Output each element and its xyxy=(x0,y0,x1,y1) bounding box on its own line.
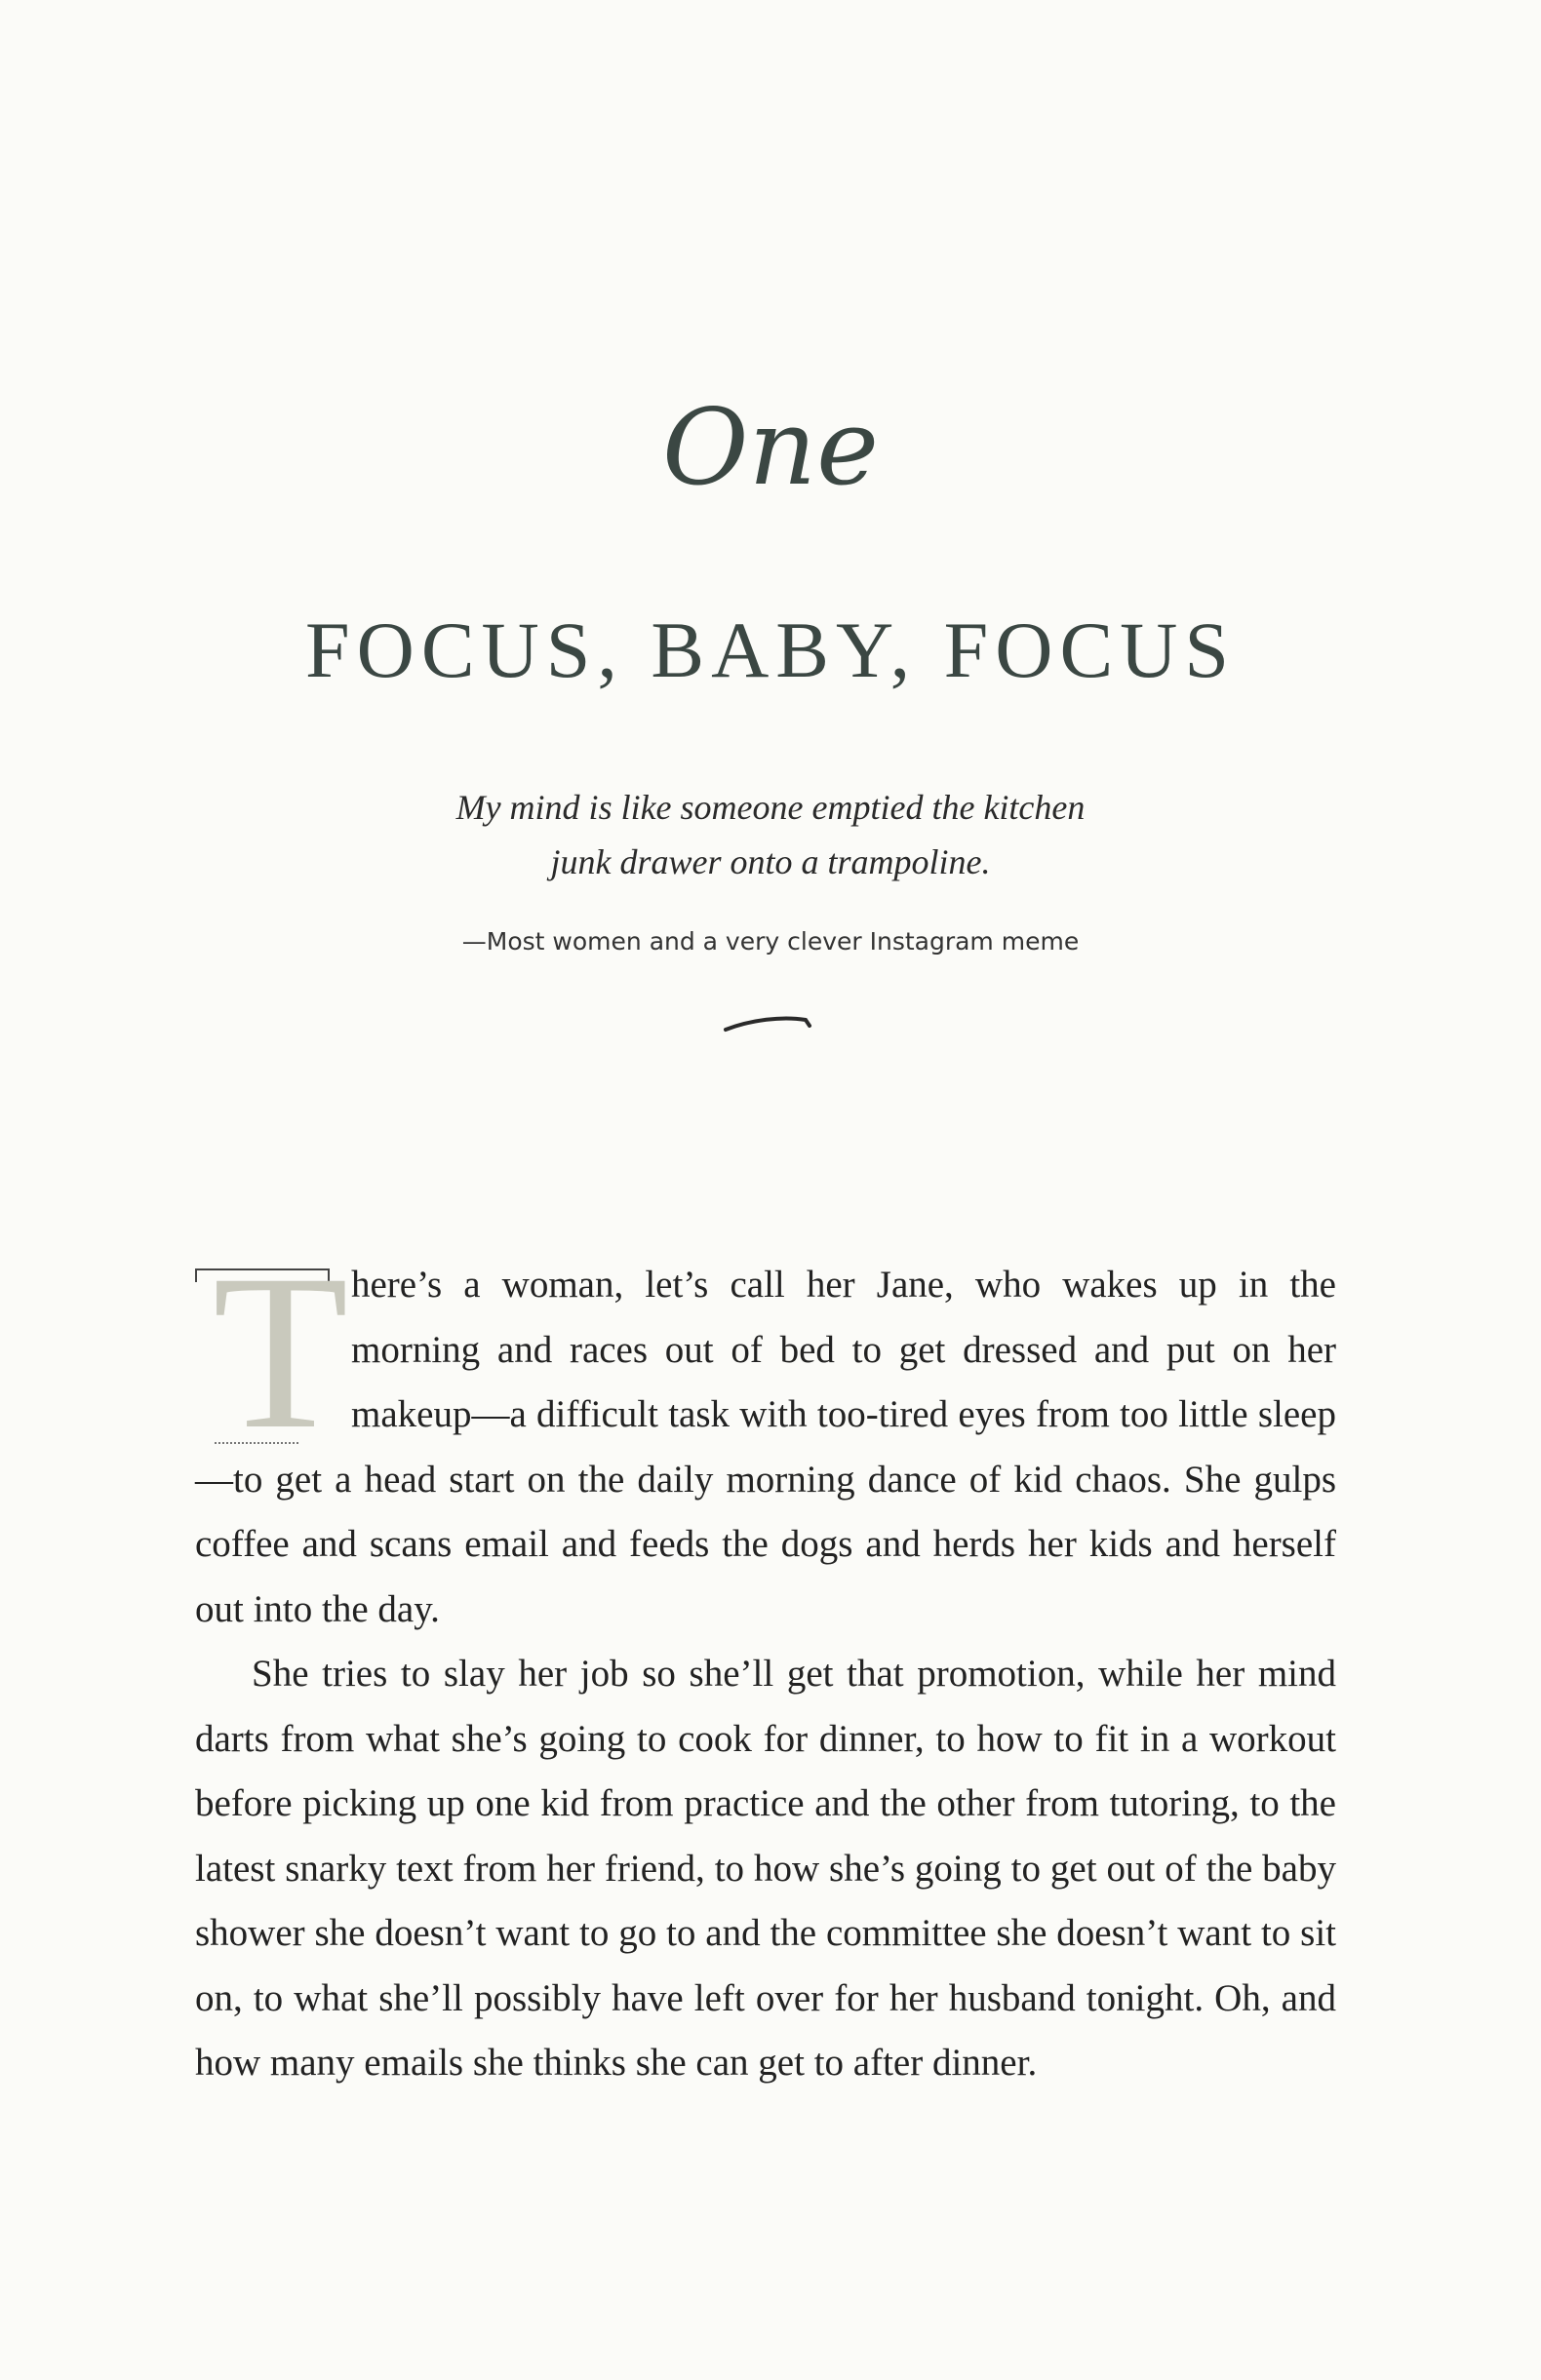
chapter-title: FOCUS, BABY, FOCUS xyxy=(305,605,1236,694)
epigraph-line-1: My mind is like someone emptied the kitchen xyxy=(455,788,1086,827)
paragraph-1 xyxy=(195,1229,1336,1642)
drop-cap-letter: T xyxy=(213,1229,349,1475)
paragraph-2: She tries to slay her job so she’ll get that promotion, while her mind darts from what she’s going to cook for dinner, to how to fit in a workout before picking up one kid from practice and the other from tutoring, to the latest snarky text from her friend, to how she’s going to get out of the baby shower she doesn’t want to go to and the committee she doesn’t want to sit on, to what she’ll possibly have left over for her husband tonight. Oh, and how many emails she thinks she can get to after dinner. xyxy=(195,1653,1336,2084)
epigraph xyxy=(0,780,1541,889)
chapter-number: One xyxy=(661,387,879,509)
drop-cap-frame-left xyxy=(195,1268,197,1282)
epigraph-attribution: —Most women and a very clever Instagram meme xyxy=(461,927,1080,956)
epigraph-line-2: junk drawer onto a trampoline. xyxy=(550,842,991,881)
swash-divider-icon xyxy=(722,1002,819,1041)
paragraph-1-text: here’s a woman, let’s call her Jane, who wakes up in the morning and races out of bed to get dressed and put on her makeup—a difficult task with too-tired eyes from too little sleep—to get a head start on the daily morning dance of kid chaos. She gulps coffee and scans email and feeds the dogs and herds her kids and herself out into the day. xyxy=(195,1264,1336,1630)
drop-cap-baseline xyxy=(215,1442,298,1445)
chapter-body xyxy=(195,1229,1336,2096)
drop-cap xyxy=(195,1229,349,1475)
